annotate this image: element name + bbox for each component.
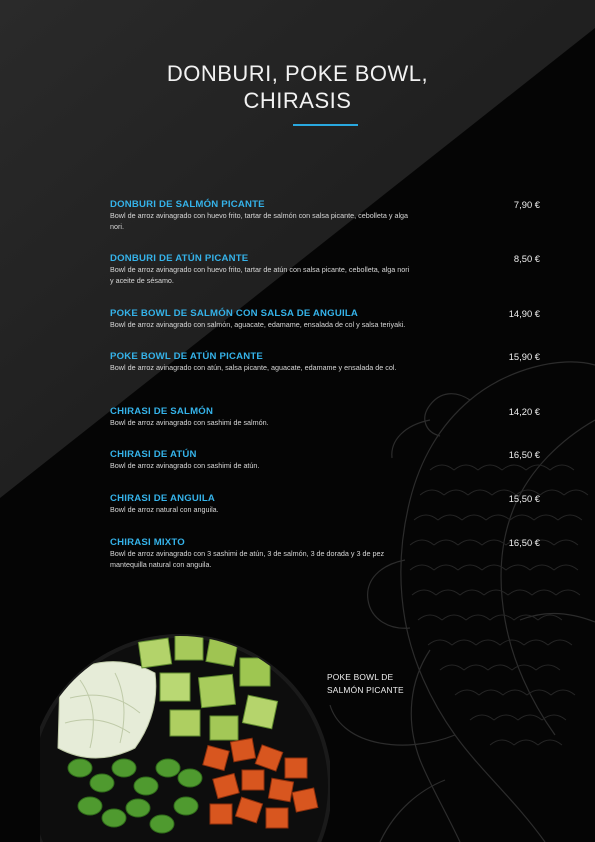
menu-item-name: DONBURI DE ATÚN PICANTE: [110, 253, 249, 264]
menu-item-price: 15,50 €: [508, 493, 540, 504]
menu-item-price: 15,90 €: [508, 351, 540, 362]
menu-item-description: Bowl de arroz avinagrado con huevo frito, tartar de salmón con salsa picante, cebolleta y alga nori.: [110, 211, 409, 231]
poke-bowl-photo-icon: [40, 618, 330, 842]
menu-item-name: CHIRASI MIXTO: [110, 537, 185, 548]
menu-item-price: 7,90 €: [513, 199, 540, 210]
menu-item-price: 14,90 €: [508, 308, 540, 319]
menu-item-description: Bowl de arroz natural con anguila.: [110, 505, 219, 514]
menu-item: [110, 449, 540, 472]
photo-caption: [327, 671, 404, 697]
page-title-line-1: DONBURI, POKE BOWL,: [166, 61, 429, 86]
menu-item-price: 14,20 €: [508, 406, 540, 417]
menu-item-price: 16,50 €: [508, 449, 540, 460]
menu-item: [110, 537, 540, 570]
menu-item-description: Bowl de arroz avinagrado con 3 sashimi de atún, 3 de salmón, 3 de dorada y 3 de pez mantequilla natural con anguila.: [110, 549, 385, 569]
page-title-line-2: CHIRASIS: [243, 88, 352, 113]
menu-item-description: Bowl de arroz avinagrado con huevo frito, tartar de atún con salsa picante, cebolleta, alga nori y aceite de sésamo.: [110, 265, 410, 285]
page-title: [0, 60, 595, 114]
menu-item: [110, 253, 540, 286]
menu-item-name: POKE BOWL DE ATÚN PICANTE: [110, 351, 263, 362]
menu-item-price: 16,50 €: [508, 537, 540, 548]
photo-caption-line-2: SALMÓN PICANTE: [327, 685, 404, 695]
photo-caption-line-1: POKE BOWL DE: [327, 672, 394, 682]
menu-item-price: 8,50 €: [513, 253, 540, 264]
title-underline: [293, 124, 358, 126]
menu-item-name: DONBURI DE SALMÓN PICANTE: [110, 199, 265, 210]
menu-item-name: CHIRASI DE ANGUILA: [110, 493, 216, 504]
menu-item: [110, 351, 540, 374]
menu-item-description: Bowl de arroz avinagrado con atún, salsa picante, aguacate, edamame y ensalada de col.: [110, 363, 397, 372]
menu-item: [110, 493, 540, 516]
menu-item-description: Bowl de arroz avinagrado con sashimi de salmón.: [110, 418, 269, 427]
menu-item: [110, 199, 540, 232]
menu-item-name: CHIRASI DE ATÚN: [110, 449, 197, 460]
menu-item: [110, 308, 540, 331]
menu-item-name: POKE BOWL DE SALMÓN CON SALSA DE ANGUILA: [110, 308, 359, 319]
menu-item-description: Bowl de arroz avinagrado con sashimi de atún.: [110, 461, 260, 470]
menu-item-name: CHIRASI DE SALMÓN: [110, 406, 214, 417]
menu-item: [110, 406, 540, 429]
menu-item-description: Bowl de arroz avinagrado con salmón, aguacate, edamame, ensalada de col y salsa teriyaki.: [110, 320, 406, 329]
